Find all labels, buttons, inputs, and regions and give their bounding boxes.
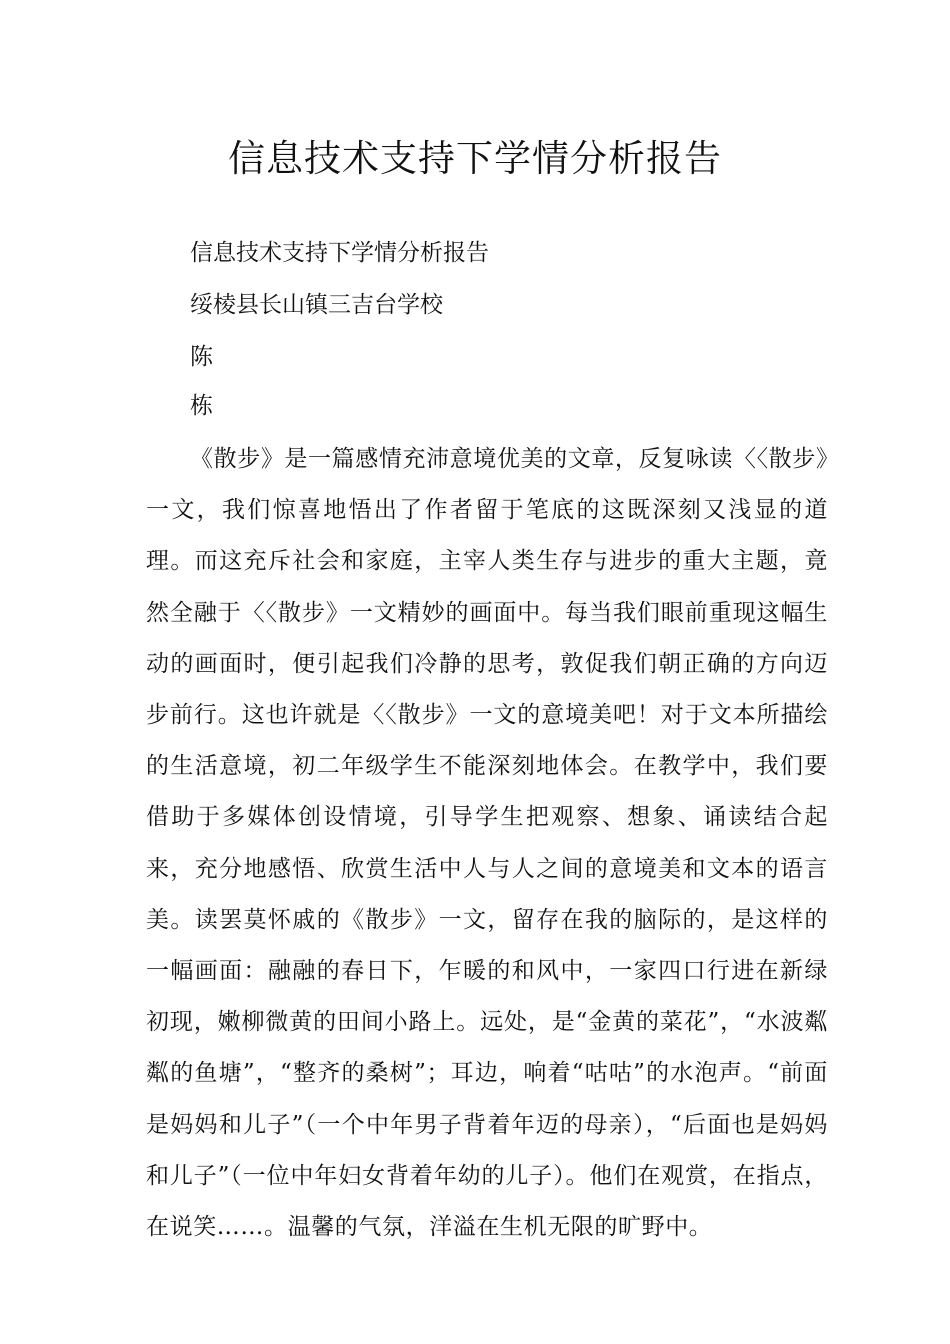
author-line-1: 陈 (190, 344, 213, 370)
document-subtitle: 信息技术支持下学情分析报告 (190, 240, 489, 266)
school-name: 绥棱县长山镇三吉台学校 (190, 292, 443, 318)
body-paragraph: 《散步》是一篇感情充沛意境优美的文章，反复咏读〈〈散步》一文，我们惊喜地悟出了作者留于笔底的这既深刻又浅显的道理。而这充斥社会和家庭，主宰人类生存与进步的重大主题，竟然全融于〈〈散步》一文精妙的画面中。每当我们眼前重现这幅生动的画面时，便引起我们冷静的思考，敦促我们朝正确的方向迈步前行。这也许就是〈〈散步》一文的意境美吧！对于文本所描绘的生活意境，初二年级学生不能深刻地体会。在教学中，我们要借助于多媒体创设情境，引导学生把观察、想象、诵读结合起来，充分地感悟、欣赏生活中人与人之间的意境美和文本的语言美。读罢莫怀戚的《散步》一文，留存在我的脑际的，是这样的一幅画面：融融的春日下，乍暖的和风中，一家四口行进在新绿初现，嫩柳微黄的田间小路上。远处，是“金黄的菜花”，“水波粼粼的鱼塘”，“整齐的桑树”；耳边，响着“咕咕”的水泡声。“前面是妈妈和儿子”（一个中年男子背着年迈的母亲），“后面也是妈妈和儿子”（一位中年妇女背着年幼的儿子）。他们在观赏，在指点，在说笑……。温馨的气氛，洋溢在生机无限的旷野中。 (146, 446, 828, 1241)
document-title: 信息技术支持下学情分析报告 (228, 137, 722, 180)
author-line-2: 栋 (190, 393, 213, 419)
